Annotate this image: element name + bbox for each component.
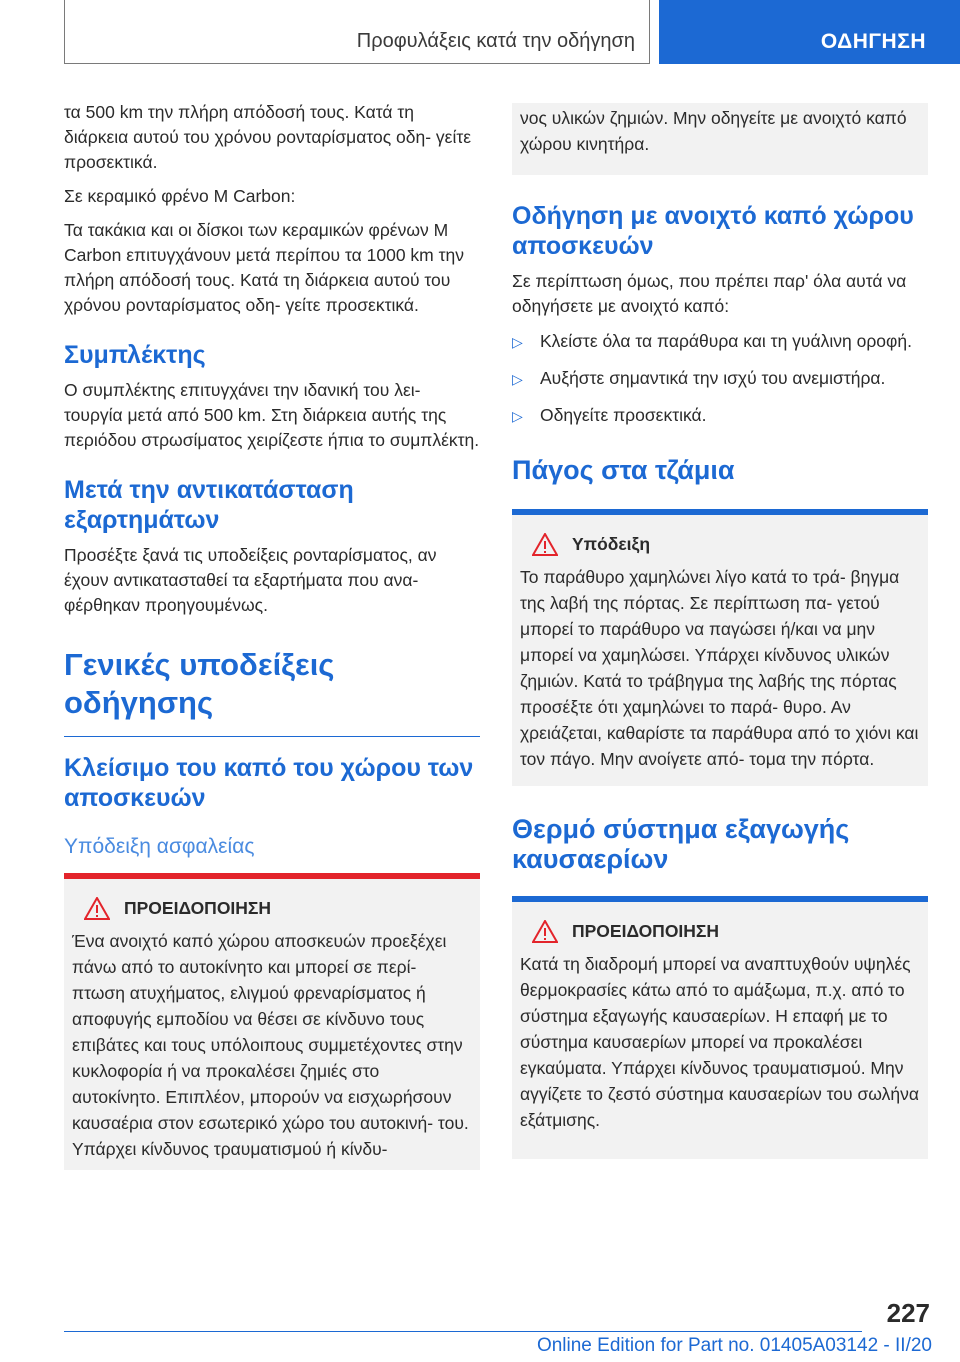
right-column — [512, 103, 928, 1159]
header-section-tab — [64, 0, 650, 64]
left-column — [64, 100, 480, 1170]
arrow-icon: ▷ — [512, 334, 523, 350]
heading-safety-note: Υπόδειξη ασφαλείας — [64, 835, 255, 858]
warning-triangle-icon — [532, 533, 558, 556]
heading-parts-replacement: Μετά την αντικατάσταση εξαρτημάτων — [64, 476, 354, 534]
note-text: Το παράθυρο χαμηλώνει λίγο κατά το τρά‐ βηγμα της λαβή της πόρτας. Σε περίπτωση πα‐ γετού μπορεί το παράθυρο να παγώσει ή/και να μην μπορεί να χαμηλώσει. Υπάρχει κίνδυνος υλικών ζημιών. Κατά το τράβηγμα της λαβής της πόρτας προσέξτε ότι χαμηλώνει το παρά‐ θυρο. Αν χρειάζεται, καθαρίστε τα παράθυρα από το χιόνι και τον πάγο. Μην ανοίγετε από‐ τομα την πόρτα. — [520, 567, 919, 769]
list-item-text: Οδηγείτε προσεκτικά. — [540, 405, 707, 425]
warning-header — [532, 920, 920, 943]
warning-box-continued — [512, 103, 928, 175]
paragraph: Προσέξτε ξανά τις υποδείξεις ρονταρίσματος, αν έχουν αντικατασταθεί τα εξαρτήματα που ανα‐ φέρθηκαν προηγουμένως. — [64, 545, 437, 615]
footer-divider — [64, 1331, 862, 1332]
list-item — [512, 365, 928, 392]
warning-label: ΠΡΟΕΙΔΟΠΟΙΗΣΗ — [124, 898, 272, 918]
list-item-text: Κλείστε όλα τα παράθυρα και τη γυάλινη οροφή. — [540, 331, 912, 351]
warning-box — [64, 873, 480, 1170]
heading-hot-exhaust-system: Θερμό σύστημα εξαγωγής καυσαερίων — [512, 814, 850, 874]
note-header — [532, 533, 920, 556]
heading-closing-trunk: Κλείσιμο του καπό του χώρου των αποσκευών — [64, 754, 474, 812]
header-chapter-title: ΟΔΗΓΗΣΗ — [820, 30, 926, 53]
paragraph: τα 500 km την πλήρη απόδοσή τους. Κατά τη διάρκεια αυτού του χρόνου ρονταρίσματος οδη‐ γείτε προσεκτικά. — [64, 102, 472, 172]
note-label: Υπόδειξη — [572, 534, 651, 554]
heading-ice-on-windows: Πάγος στα τζάμια — [512, 455, 735, 485]
warning-triangle-icon — [84, 897, 110, 920]
header-section-title: Προφυλάξεις κατά την οδήγηση — [356, 30, 635, 52]
heading-general-driving-notes: Γενικές υποδείξεις οδήγησης — [64, 647, 335, 720]
warning-triangle-icon — [532, 920, 558, 943]
arrow-icon: ▷ — [512, 408, 523, 424]
page-number: 227 — [886, 1298, 930, 1328]
paragraph: Ο συμπλέκτης επιτυγχάνει την ιδανική του λει‐ τουργία μετά από 500 km. Στη διάρκεια αυτής της περιόδου στρωσίματος χειρίζεστε ήπια το συμπλέκτη. — [64, 380, 480, 450]
arrow-icon: ▷ — [512, 371, 523, 387]
footer-edition-link[interactable]: Online Edition for Part no. 01405A03142 - II/20 — [536, 1335, 932, 1356]
warning-text: Κατά τη διαδρομή μπορεί να αναπτυχθούν υψηλές θερμοκρασίες κάτω από το αμάξωμα, π.χ. από το σύστημα εξαγωγής καυσαερίων. Η επαφή με το σύστημα καυσαερίων μπορεί να προκαλέσει εγκαύματα. Υπάρχει κίνδυνος τραυματισμού. Μην αγγίζετε το ζεστό σύστημα καυσαερίων του σωλήνα εξάτμισης. — [520, 954, 919, 1130]
list-item-text: Αυξήστε σημαντικά την ισχύ του ανεμιστήρα. — [540, 368, 886, 388]
warning-header — [84, 897, 472, 920]
list-item — [512, 402, 928, 429]
paragraph: Σε κεραμικό φρένο M Carbon: — [64, 186, 296, 206]
warning-label: ΠΡΟΕΙΔΟΠΟΙΗΣΗ — [572, 921, 720, 941]
note-box — [512, 509, 928, 786]
warning-text: νος υλικών ζημιών. Μην οδηγείτε με ανοιχτό καπό χώρου κινητήρα. — [520, 108, 907, 154]
warning-text: Ένα ανοιχτό καπό χώρου αποσκευών προεξέχει πάνω από το αυτοκίνητο και μπορεί σε περί‐ πτωση ατυχήματος, ελιγμού φρεναρίσματος ή αποφυγής εμποδίου να θέσει σε κίνδυνο τους επιβάτες και τους υπόλοιπους συμμετέχοντες στην κυκλοφορία ή να προκαλέσει ζημιές στο αυτοκίνητο. Επιπλέον, μπορούν να εισχωρήσουν καυσαέρια στον εσωτερικό χώρο του αυτοκινή‐ του. Υπάρχει κίνδυνος τραυματισμού ή κίνδυ‐ — [72, 931, 469, 1159]
heading-clutch: Συμπλέκτης — [64, 341, 206, 369]
warning-box — [512, 896, 928, 1159]
instruction-list — [512, 328, 928, 429]
heading-driving-open-trunk: Οδήγηση με ανοιχτό καπό χώρου αποσκευών — [512, 202, 914, 260]
paragraph: Σε περίπτωση όμως, που πρέπει παρ' όλα αυτά να οδηγήσετε με ανοιχτό καπό: — [512, 271, 907, 316]
section-divider — [64, 736, 480, 737]
paragraph: Τα τακάκια και οι δίσκοι των κεραμικών φρένων M Carbon επιτυγχάνουν μετά περίπου τα 1000 km την πλήρη απόδοσή τους. Κατά τη διάρκεια αυτού του χρόνου ρονταρίσματος οδη‐ γείτε προσεκτικά. — [64, 220, 465, 315]
header-chapter-tab — [659, 0, 960, 64]
list-item — [512, 328, 928, 355]
